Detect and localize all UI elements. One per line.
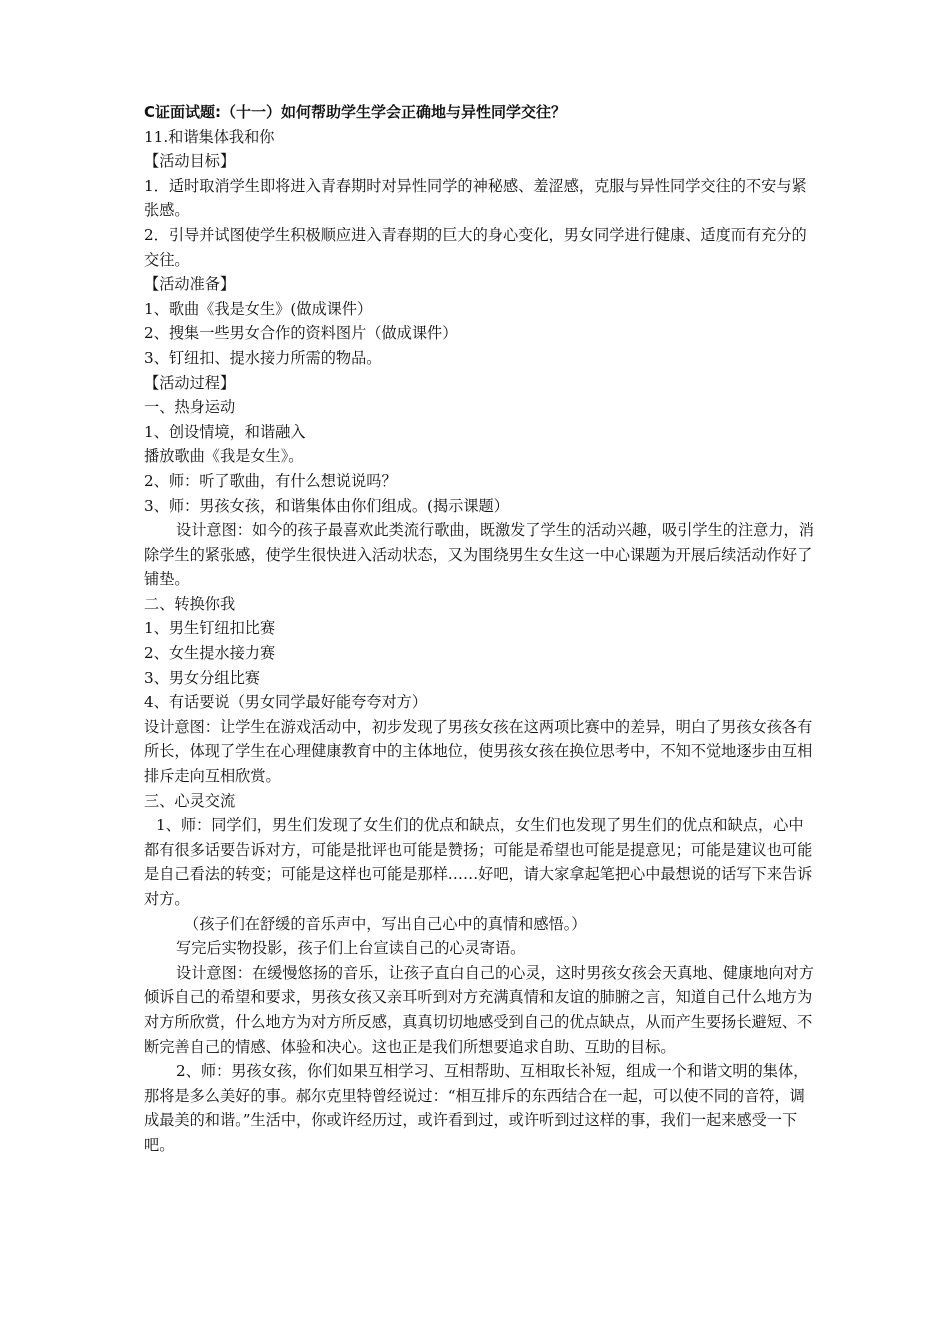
part2-item-4: 4、有话要说（男女同学最好能夸夸对方） (144, 693, 428, 712)
part2-design-intent: 设计意图：让学生在游戏活动中，初步发现了男孩女孩在这两项比赛中的差异，明白了男孩女孩各有所长，体现了学生在心理健康教育中的主体地位，使男孩女孩在换位思考中，不知不觉地逐步由互相排斥走向互相欣赏。 (144, 717, 813, 786)
prep-item-3: 3、钉纽扣、提水接力所需的物品。 (144, 348, 382, 367)
part1-item-1: 1、创设情境，和谐融入 (144, 422, 306, 441)
part2-item-3: 3、男女分组比赛 (144, 668, 260, 687)
part2-heading: 二、转换你我 (144, 594, 236, 613)
part3-item-1: 1、师：同学们，男生们发现了女生们的优点和缺点，女生们也发现了男生们的优点和缺点，心中都有很多话要告诉对方，可能是批评也可能是赞扬；可能是希望也可能是提意见；可能是建议也可能是自己看法的转变；可能是这样也可能是那样……好吧，请大家拿起笔把心中最想说的话写下来告诉对方。 (144, 816, 813, 908)
part1-heading: 一、热身运动 (144, 398, 236, 417)
part2-item-1: 1、男生钉纽扣比赛 (144, 619, 276, 638)
part1-item-2: 2、师：听了歌曲，有什么想说说吗？ (144, 471, 397, 490)
part1-song: 播放歌曲《我是女生》。 (144, 447, 304, 466)
document-subtitle: 11.和谐集体我和你 (144, 127, 275, 146)
part3-design-intent: 设计意图：在缓慢悠扬的音乐，让孩子直白自己的心灵，这时男孩女孩会天真地、健康地向对方倾诉自己的希望和要求，男孩女孩又亲耳听到对方充满真情和友谊的肺腑之言，知道自己什么地方为对方所欣赏，什么地方为对方所反感，真真切切地感受到自己的优点缺点，从而产生要扬长避短、不断完善自己的情感、体验和决心。这也正是我们所想要追求自助、互助的目标。 (144, 963, 814, 1056)
part3-share: 写完后实物投影，孩子们上台宣读自己的心灵寄语。 (176, 939, 526, 958)
part1-item-3: 3、师：男孩女孩，和谐集体由你们组成。(揭示课题） (144, 496, 509, 515)
document-title: C证面试题:（十一）如何帮助学生学会正确地与异性同学交往？ (144, 103, 567, 121)
prep-item-1: 1、歌曲《我是女生》(做成课件） (144, 299, 373, 318)
part3-note: （孩子们在舒缓的音乐声中，写出自己心中的真情和感悟。） (184, 914, 587, 933)
part3-heading: 三、心灵交流 (144, 791, 236, 810)
goal-heading: 【活动目标】 (144, 152, 236, 171)
process-heading: 【活动过程】 (144, 373, 236, 392)
prep-item-2: 2、搜集一些男女合作的资料图片（做成课件） (144, 324, 458, 343)
part3-item-2: 2、师：男孩女孩，你们如果互相学习、互相帮助、互相取长补短，组成一个和谐文明的集体，那将是多么美好的事。郝尔克里特曾经说过：“相互排斥的东西结合在一起，可以使不同的音符，调成最美的和谐。”生活中，你或许经历过，或许看到过，或许听到过这样的事，我们一起来感受一下吧。 (144, 1062, 809, 1154)
document-body (144, 100, 816, 1158)
part1-design-intent: 设计意图：如今的孩子最喜欢此类流行歌曲，既激发了学生的活动兴趣，吸引学生的注意力，消除学生的紧张感，使学生很快进入活动状态，又为围绕男生女生这一中心课题为开展后续活动作好了铺垫。 (144, 521, 814, 589)
prep-heading: 【活动准备】 (144, 275, 236, 294)
goal-item-2: 2．引导并试图使学生积极顺应进入青春期的巨大的身心变化，男女同学进行健康、适度而有充分的交往。 (144, 225, 807, 269)
goal-item-1: 1．适时取消学生即将进入青春期时对异性同学的神秘感、羞涩感，克服与异性同学交往的不安与紧张感。 (144, 176, 807, 220)
part2-item-2: 2、女生提水接力赛 (144, 644, 276, 663)
